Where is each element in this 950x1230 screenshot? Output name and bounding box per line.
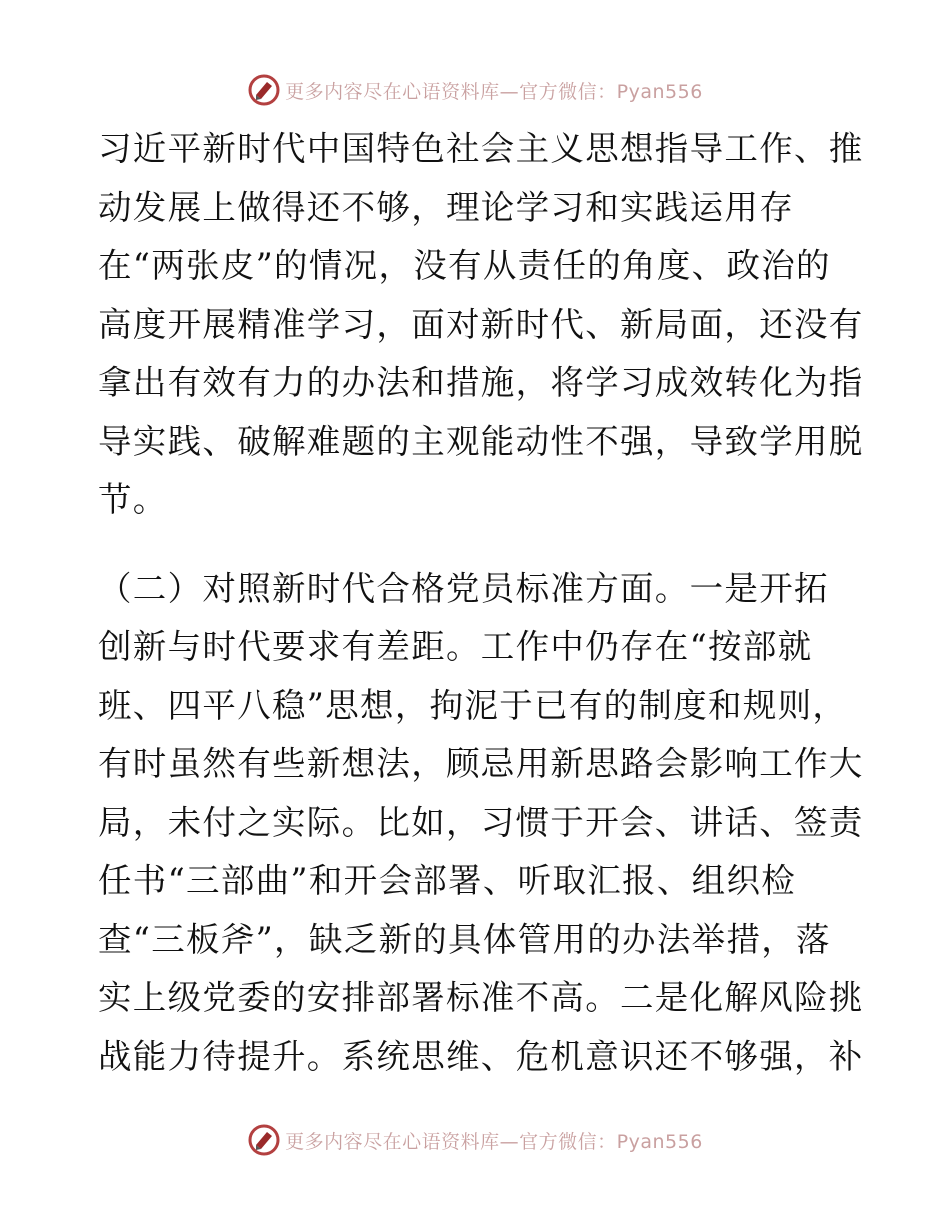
text-line: 战能力待提升。系统思维、危机意识还不够强，补 — [98, 1036, 864, 1076]
header-watermark — [0, 70, 950, 110]
watermark-text: 更多内容尽在心语资料库—官方微信：Pyan556 — [285, 80, 703, 103]
text-line: 班、四平八稳”思想，拘泥于已有的制度和规则， — [98, 685, 848, 725]
brand-logo-icon — [247, 1123, 281, 1157]
text-line: 创新与时代要求有差距。工作中仍存在“按部就 — [98, 627, 813, 666]
brand-logo-icon — [247, 73, 281, 107]
document-body — [98, 120, 864, 1086]
paragraph-2 — [98, 560, 864, 1087]
text-line: 动发展上做得还不够，理论学习和实践运用存 — [98, 187, 794, 227]
paragraph-1 — [98, 120, 864, 530]
text-line: 任书“三部曲”和开会部署、听取汇报、组织检 — [98, 861, 797, 900]
text-line: 查“三板斧”，缺乏新的具体管用的办法举措，落 — [98, 919, 831, 959]
text-line: 高度开展精准学习，面对新时代、新局面，还没有 — [98, 304, 864, 344]
text-line: 有时虽然有些新想法，顾忌用新思路会影响工作大 — [98, 744, 864, 783]
text-line: 实上级党委的安排部署标准不高。二是化解风险挑 — [98, 978, 864, 1017]
text-line: 局，未付之实际。比如，习惯于开会、讲话、签责 — [98, 802, 864, 842]
text-line: 导实践、破解难题的主观能动性不强，导致学用脱 — [98, 421, 864, 461]
text-line: （二）对照新时代合格党员标准方面。一是开拓 — [98, 568, 829, 608]
footer-watermark — [0, 1120, 950, 1160]
text-line: 在“两张皮”的情况，没有从责任的角度、政治的 — [98, 246, 831, 285]
text-line: 节。 — [98, 480, 168, 519]
paragraph-gap — [98, 530, 858, 560]
text-line: 拿出有效有力的办法和措施，将学习成效转化为指 — [98, 363, 864, 402]
watermark-text: 更多内容尽在心语资料库—官方微信：Pyan556 — [285, 1130, 703, 1153]
text-line: 习近平新时代中国特色社会主义思想指导工作、推 — [98, 129, 864, 168]
